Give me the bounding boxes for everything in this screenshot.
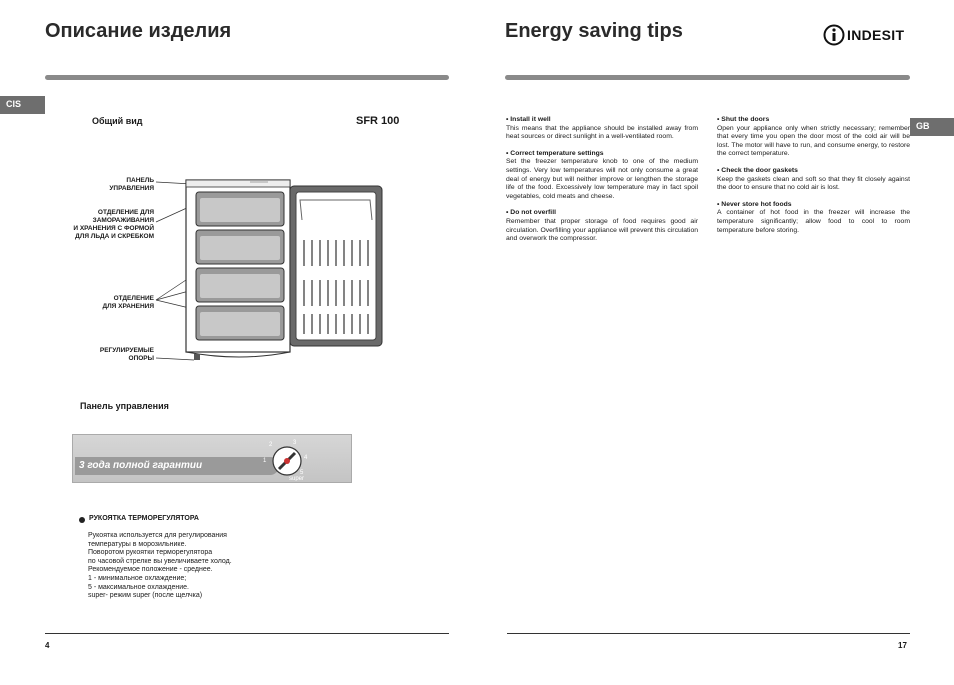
freezer-illustration [150,170,390,370]
model-name: SFR 100 [356,115,400,127]
header-rule-left [45,75,449,80]
label-adjustable-feet: РЕГУЛИРУЕМЫЕ ОПОРЫ [99,347,154,362]
language-tab-gb: GB [910,118,954,136]
dial-mark-1: 1 [263,458,267,464]
bullet-icon [79,517,85,523]
label-freezer-compartment: ОТДЕЛЕНИЕ ДЛЯ ЗАМОРАЖИВАНИЯ И ХРАНЕНИЯ С ФОРМОЙ ДЛЯ ЛЬДА И СКРЕБКОМ [73,209,154,240]
brand-logo [823,24,904,46]
tips-column-1 [506,116,698,244]
tips-column-2 [717,116,910,235]
thermostat-heading: РУКОЯТКА ТЕРМОРЕГУЛЯТОРА [89,515,199,522]
control-panel-image [72,434,352,483]
tip-doors: • Shut the doors Open your appliance only when strictly necessary; remember that every time you open the door most of the cold air will be lost. The motor will have to run, and consume energy, to restore the correct temperature. [717,116,910,158]
footer-rule-left [45,633,449,634]
warranty-banner: 3 года полной гарантии [75,457,279,475]
tip-hot-food: • Never store hot foods A container of hot food in the freezer will increase the temperature significantly; allow food to cool to room temperature before storing. [717,200,910,234]
page-number-left: 4 [45,641,50,650]
dial-mark-2: 2 [269,442,273,448]
label-control-panel: ПАНЕЛЬ УПРАВЛЕНИЯ [109,177,154,192]
tip-install: • Install it well This means that the appliance should be installed away from heat sources or direct sunlight in a well-ventilated room. [506,116,698,141]
tip-temperature: • Correct temperature settings Set the freezer temperature knob to one of the medium settings. Very low temperatures will not only consume a great deal of energy but will neither improve or lengthen the storage life of the food. Excessively low temperature may in fact spoil vegetables, cold meats and cheese. [506,149,698,200]
thermostat-description: Рукоятка используется для регулирования температуры в морозильнике. Поворотом рукоятки терморегулятора по часовой стрелке вы увеличиваете холод. Рекомендуемое положение - среднее. 1 - минимальное охлаждение; 5 - максимальное охлаждение. super- режим super (после щелчка) [88,532,232,600]
page-number-right: 17 [898,641,907,650]
dial-mark-super: super [289,476,305,481]
control-panel-heading: Панель управления [80,401,169,411]
dial-mark-4: 4 [304,455,308,461]
footer-rule-right [507,633,910,634]
language-tab-cis: CIS [0,96,45,114]
brand-name: INDESIT [847,27,905,43]
dial-mark-5: 5 [300,470,304,476]
dial-mark-3: 3 [293,440,297,446]
indesit-logo-icon [823,24,845,46]
tip-gaskets: • Check the door gaskets Keep the gaskets clean and soft so that they fit closely against the door to ensure that no cold air is lost. [717,166,910,192]
header-rule-right [505,75,910,80]
page-title-right: Energy saving tips [505,20,683,42]
thermostat-dial[interactable] [257,437,317,481]
tip-overfill: • Do not overfill Remember that proper storage of food requires good air circulation. Overfilling your appliance will prevent this circulation and overwork the compressor. [506,209,698,243]
page-title-left: Описание изделия [45,20,232,42]
general-view-heading: Общий вид [92,116,143,126]
label-storage-compartment: ОТДЕЛЕНИЕ ДЛЯ ХРАНЕНИЯ [102,295,154,310]
